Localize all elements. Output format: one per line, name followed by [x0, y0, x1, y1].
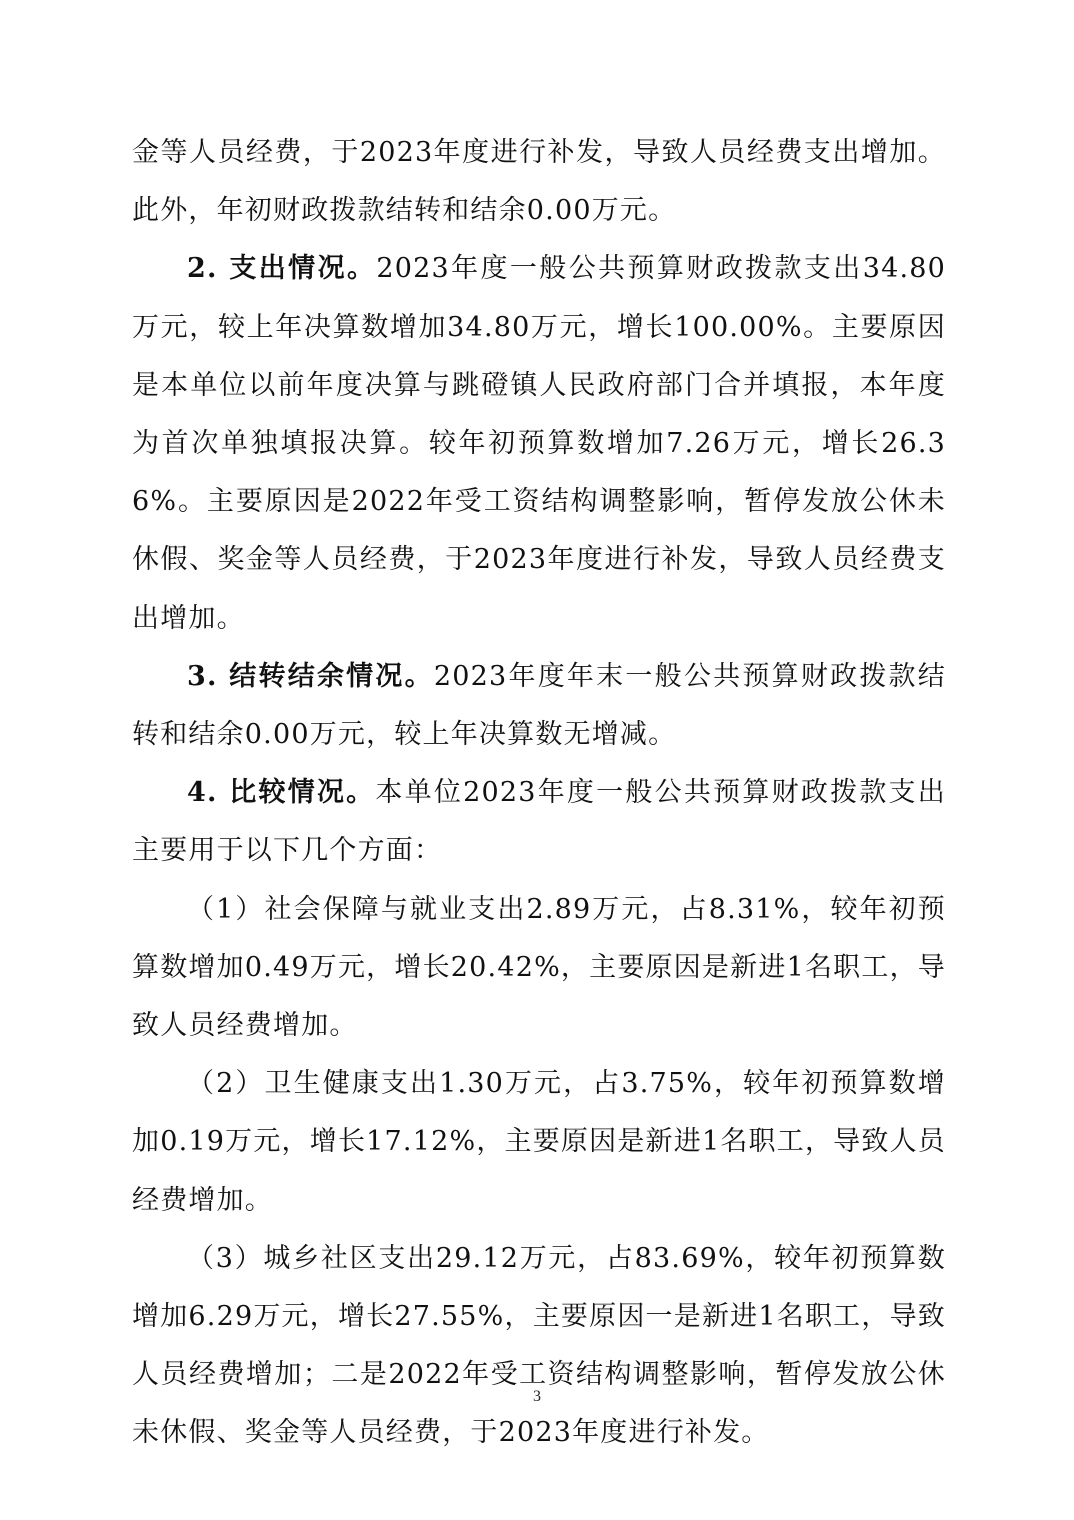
paragraph-text: 本单位2023年度一般公共预算财政拨款支出主要用于以下几个方面：: [132, 777, 946, 867]
paragraph-item-social-security: [132, 881, 946, 1056]
paragraph-item-urban-rural: [132, 1230, 946, 1463]
section-heading-comparison: 4. 比较情况。: [187, 777, 376, 809]
page-number: 3: [533, 1388, 541, 1405]
paragraph-text: 2023年度一般公共预算财政拨款支出34.80万元，较上年决算数增加34.80万元，增长100.00%。主要原因是本单位以前年度决算与跳磴镇人民政府部门合并填报，本年度为首次单独填报决算。较年初预算数增加7.26万元，增长26.36%。主要原因是2022年受工资结构调整影响，暂停发放公休未休假、奖金等人员经费，于2023年度进行补发，导致人员经费支出增加。: [132, 253, 947, 634]
paragraph-text: （2）卫生健康支出1.30万元，占3.75%，较年初预算数增加0.19万元，增长17.12%，主要原因是新进1名职工，导致人员经费增加。: [132, 1068, 946, 1216]
paragraph-comparison: [132, 764, 946, 880]
paragraph-text: （3）城乡社区支出29.12万元，占83.69%，较年初预算数增加6.29万元，增长27.55%，主要原因一是新进1名职工，导致人员经费增加；二是2022年受工资结构调整影响，暂停发放公休未休假、奖金等人员经费，于2023年度进行补发。: [132, 1242, 946, 1449]
paragraph-text: 2023年度年末一般公共预算财政拨款结转和结余0.00万元，较上年决算数无增减。: [132, 660, 946, 751]
section-heading-carryover: 3. 结转结余情况。: [187, 660, 434, 692]
paragraph-expenditure: [132, 240, 946, 647]
paragraph-item-health: [132, 1055, 946, 1230]
section-heading-expenditure: 2. 支出情况。: [187, 253, 377, 285]
paragraph-text: （1）社会保障与就业支出2.89万元，占8.31%，较年初预算数增加0.49万元，增长20.42%，主要原因是新进1名职工，导致人员经费增加。: [132, 893, 946, 1042]
document-body: [132, 124, 946, 1463]
paragraph-carryover: [132, 648, 946, 764]
paragraph-continued: [132, 124, 946, 240]
paragraph-text: 金等人员经费，于2023年度进行补发，导致人员经费支出增加。此外，年初财政拨款结转和结余0.00万元。: [132, 137, 946, 227]
